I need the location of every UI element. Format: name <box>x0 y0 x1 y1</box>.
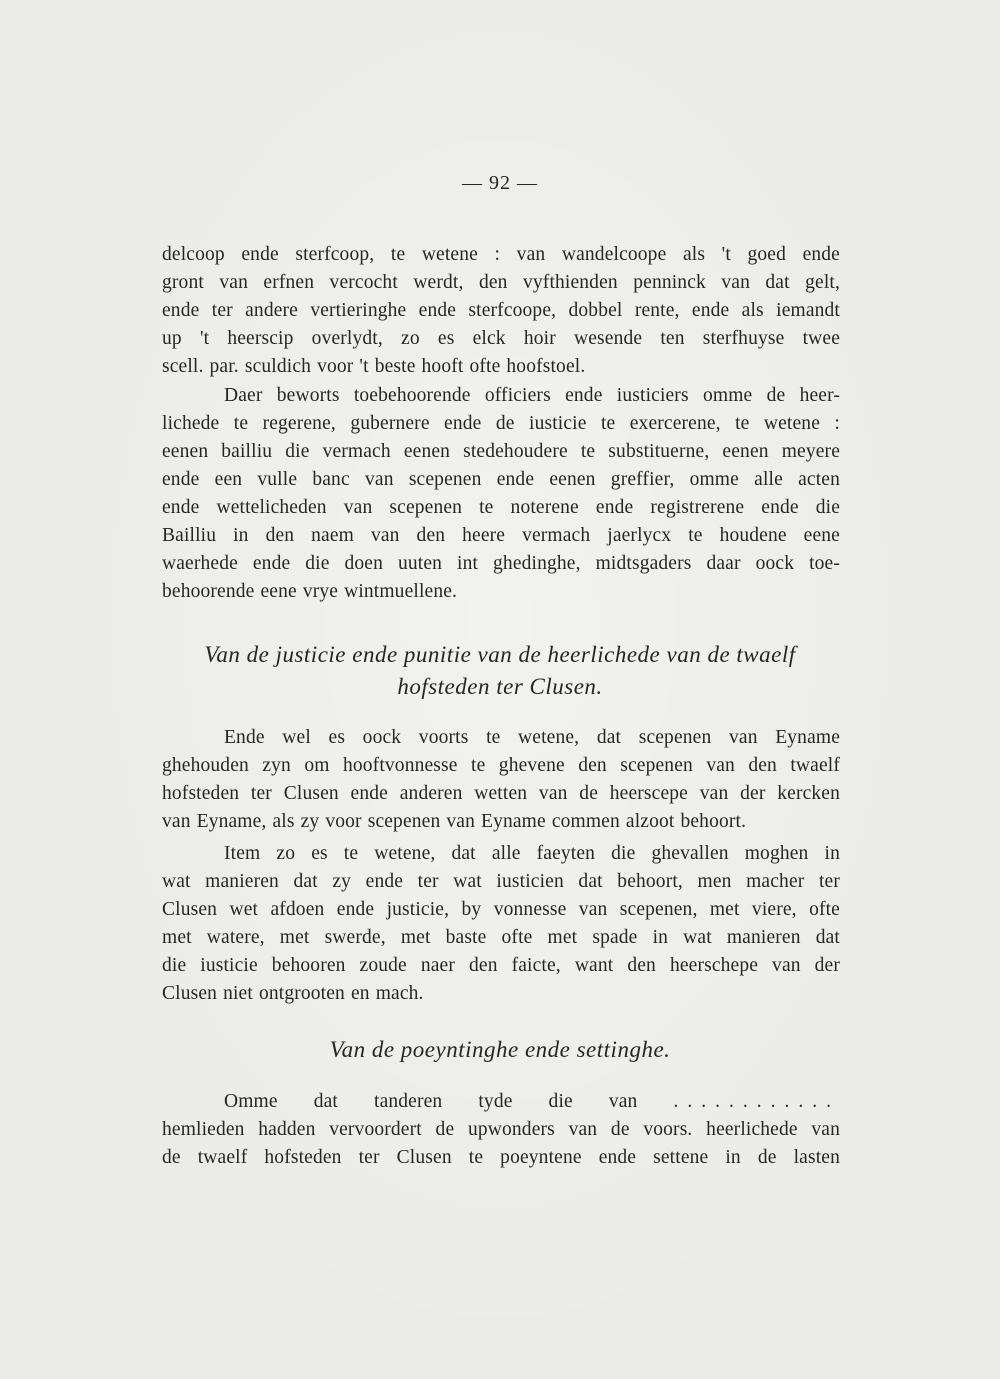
paragraph-omme <box>162 1088 840 1172</box>
line-text: Omme dat tanderen tyde die van <box>224 1091 638 1112</box>
text-line: Clusen niet ontgrooten en mach. <box>162 983 424 1004</box>
text-line: met watere, met swerde, met baste ofte met spade in wat manieren dat <box>162 927 840 948</box>
text-line: Daer beworts toebehoorende officiers ende iusticiers omme de heer- <box>224 385 840 406</box>
text-line: Bailliu in den naem van den heere vermach jaerlycx te houdene eene <box>162 525 840 546</box>
text-line: lichede te regerene, gubernere ende de iusticie te exercerene, te wetene : <box>162 413 840 434</box>
text-line: ende wettelicheden van scepenen te noterene ende registrerene ende die <box>162 497 840 518</box>
text-line: behoorende eene vrye wintmuellene. <box>162 581 458 602</box>
paragraph-scepenen <box>162 724 840 836</box>
heading-line: Van de poeyntinghe ende settinghe. <box>329 1037 671 1062</box>
text-line: eenen bailliu die vermach eenen stedehoudere te substituerne, eenen meyere <box>162 441 840 462</box>
text-line: wat manieren dat zy ende ter wat iusticien dat behoort, men macher ter <box>162 871 840 892</box>
text-line: de twaelf hofsteden ter Clusen te poeyntene ende settene in de lasten <box>162 1147 840 1168</box>
text-line: van Eyname, als zy voor scepenen van Eyname commen alzoot behoort. <box>162 811 747 832</box>
text-line: ende een vulle banc van scepenen ende eenen greffier, omme alle acten <box>162 469 840 490</box>
text-line: Ende wel es oock voorts te wetene, dat scepenen van Eyname <box>224 727 840 748</box>
text-line: ende ter andere vertieringhe ende sterfcoope, dobbel rente, ende als iemandt <box>162 300 840 321</box>
text-line: waerhede ende die doen uuten int ghedinghe, midtsgaders daar oock toe- <box>162 553 840 574</box>
paragraph-item <box>162 840 840 1008</box>
text-line: Item zo es te wetene, dat alle faeyten die ghevallen moghen in <box>224 843 840 864</box>
text-line <box>162 1088 840 1116</box>
section-heading-poeyntinghe <box>0 1034 1000 1066</box>
text-line: ghehouden zyn om hooftvonnesse te ghevene den scepenen van den twaelf <box>162 755 840 776</box>
text-line: up 't heerscip overlydt, zo es elck hoir wesende ten sterfhuyse twee <box>162 328 840 349</box>
text-line: delcoop ende sterfcoop, te wetene : van wandelcoope als 't goed ende <box>162 244 840 265</box>
text-line: hofsteden ter Clusen ende anderen wetten van de heerscepe van der kercken <box>162 783 840 804</box>
ellipsis-dots: ............ <box>673 1091 840 1112</box>
text-line: Clusen wet afdoen ende justicie, by vonnesse van scepenen, met viere, ofte <box>162 899 840 920</box>
text-line: die iusticie behooren zoude naer den faicte, want den heerschepe van der <box>162 955 840 976</box>
section-heading-justicie <box>0 639 1000 703</box>
page-number: — 92 — <box>462 172 538 194</box>
text-line: hemlieden hadden vervoordert de upwonders van de voors. heerlichede van <box>162 1119 840 1140</box>
heading-line: hofsteden ter Clusen. <box>397 674 603 699</box>
paragraph-continuation <box>162 241 840 381</box>
text-line: gront van erfnen vercocht werdt, den vyfthienden penninck van dat gelt, <box>162 272 840 293</box>
text-line: scell. par. sculdich voor 't beste hooft ofte hoofstoel. <box>162 356 586 377</box>
paragraph-officers <box>162 382 840 606</box>
heading-line: Van de justicie ende punitie van de heerlichede van de twaelf <box>204 642 796 667</box>
